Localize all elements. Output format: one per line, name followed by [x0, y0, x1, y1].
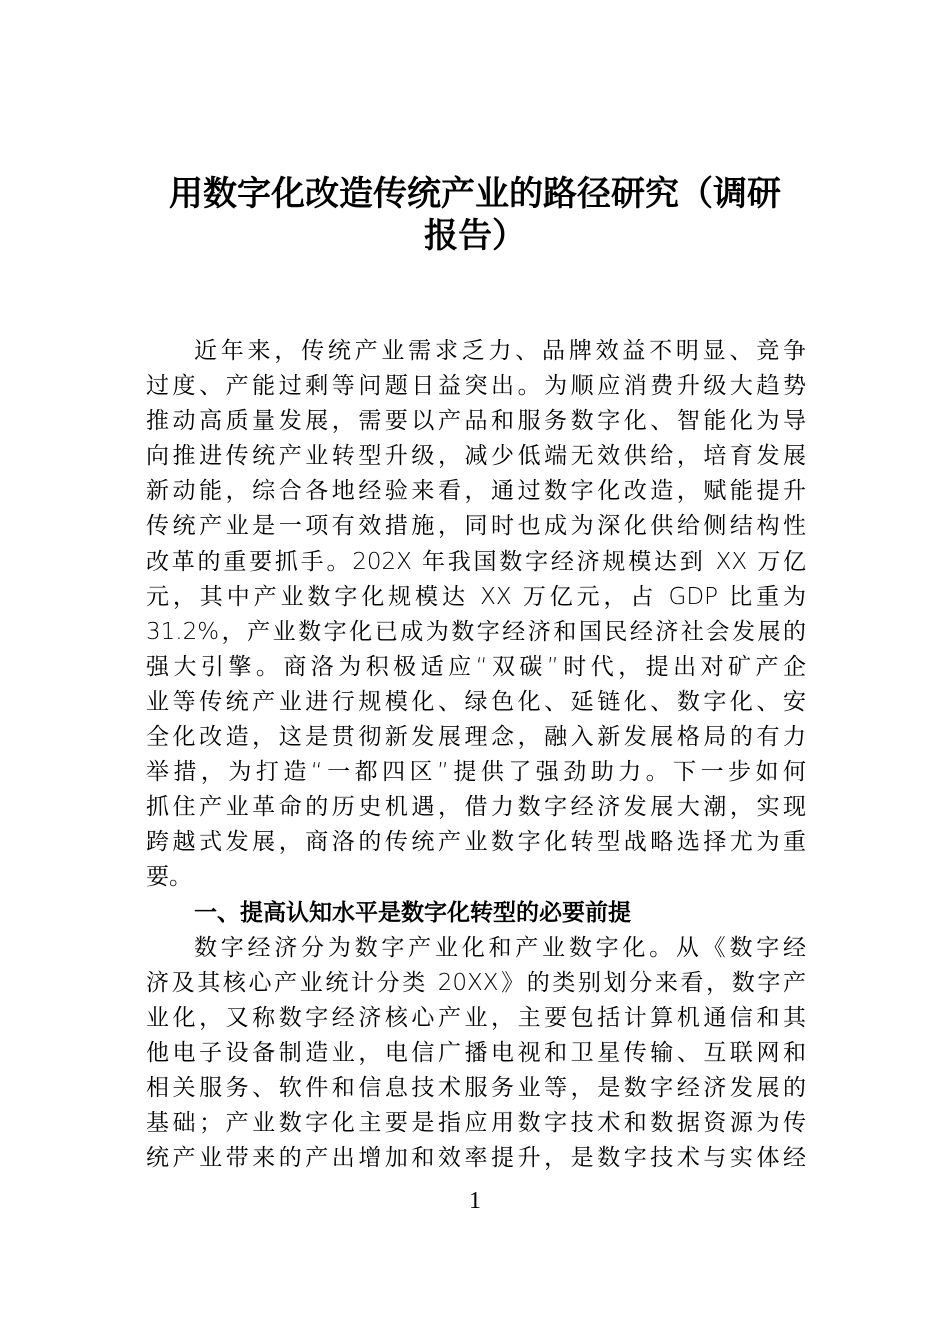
page-number: 1: [469, 1188, 481, 1214]
text-line: 31.2%，产业数字化已成为数字经济和国民经济社会发展的: [146, 618, 806, 645]
document-body: [146, 334, 806, 1176]
text-line: 济及其核心产业统计分类 20XX》的类别划分来看，数字产: [146, 969, 806, 996]
text-line: 传统产业是一项有效措施，同时也成为深化供给侧结构性: [146, 513, 806, 540]
paragraph-intro: [146, 334, 806, 896]
text-line: 要。: [146, 864, 192, 891]
text-line: 改革的重要抓手。202X 年我国数字经济规模达到 XX 万亿: [146, 548, 806, 575]
document-title-line-2: 报告）: [424, 216, 526, 256]
text-line: 推动高质量发展，需要以产品和服务数字化、智能化为导: [146, 408, 806, 435]
text-line: 他电子设备制造业，电信广播电视和卫星传输、互联网和: [146, 1039, 806, 1066]
text-line: 业等传统产业进行规模化、绿色化、延链化、数字化、安: [146, 688, 806, 715]
text-line: 近年来，传统产业需求乏力、品牌效益不明显、竞争: [194, 338, 806, 364]
text-line: 全化改造，这是贯彻新发展理念，融入新发展格局的有力: [146, 724, 806, 751]
paragraph-section-1: [146, 931, 806, 1177]
text-line: 相关服务、软件和信息技术服务业等，是数字经济发展的: [146, 1074, 806, 1101]
text-line: 基础；产业数字化主要是指应用数字技术和数据资源为传: [146, 1110, 806, 1137]
document-title-line-1: 用数字化改造传统产业的路径研究（调研: [169, 174, 781, 214]
section-heading: 一、提高认知水平是数字化转型的必要前提: [194, 899, 631, 926]
text-line: 向推进传统产业转型升级，减少低端无效供给，培育发展: [146, 443, 806, 470]
text-line: 数字经济分为数字产业化和产业数字化。从《数字经: [194, 934, 806, 961]
text-line: 业化，又称数字经济核心产业，主要包括计算机通信和其: [146, 1004, 806, 1031]
text-line: 元，其中产业数字化规模达 XX 万亿元，占 GDP 比重为: [146, 583, 806, 610]
text-line: 举措，为打造“一都四区”提供了强劲助力。下一步如何: [146, 759, 806, 786]
text-line: 跨越式发展，商洛的传统产业数字化转型战略选择尤为重: [146, 829, 806, 856]
text-line: 新动能，综合各地经验来看，通过数字化改造，赋能提升: [146, 478, 806, 505]
text-line: 统产业带来的产出增加和效率提升，是数字技术与实体经: [146, 1145, 806, 1172]
text-line: 过度、产能过剩等问题日益突出。为顺应消费升级大趋势: [146, 373, 806, 400]
text-line: 抓住产业革命的历史机遇，借力数字经济发展大潮，实现: [146, 794, 806, 821]
text-line: 强大引擎。商洛为积极适应“双碳”时代，提出对矿产企: [146, 653, 806, 680]
